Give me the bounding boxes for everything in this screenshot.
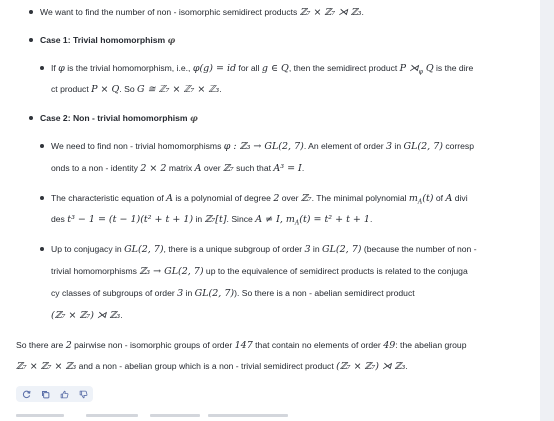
case2-b3-line1: Up to conjugacy in GL(2, 7), there is a unique subgroup of order 3 in GL(2, 7) (because the number of non - [51, 244, 477, 255]
refresh-icon [22, 390, 31, 399]
case2-b1-line1: We need to find non - trivial homomorphisms φ : ℤ₃ → GL(2, 7). An element of order 3 in GL(2, 7) corresp [51, 141, 475, 152]
thumbs-down-button[interactable] [75, 386, 92, 402]
case2-b1-line2: onds to a non - identity 2 × 2 matrix A over ℤ₇ such that A³ = I. [51, 163, 305, 174]
case1-heading: Case 1: Trivial homomorphism φ [40, 35, 176, 46]
message-actions-toolbar [16, 386, 93, 402]
thumbs-down-icon [79, 390, 88, 399]
case1-text-line1: If φ is the trivial homomorphism, i.e., φ(g) = id for all g ∈ Q, then the semidirect product P $⋊_\varphi$ Q is the dire [51, 63, 474, 76]
regenerate-button[interactable] [18, 386, 35, 402]
thumbs-up-button[interactable] [56, 386, 73, 402]
bullet [29, 10, 33, 14]
thumbs-up-icon [60, 390, 69, 399]
bullet [40, 247, 44, 251]
case1-text-line2: ct product P × Q. So G ≅ ℤ₇ × ℤ₇ × ℤ₃. [51, 84, 222, 95]
case2-heading: Case 2: Non - trivial homomorphism φ [40, 113, 198, 124]
copy-icon [41, 390, 50, 399]
case2-b3-line2: trivial homomorphisms ℤ₃ → GL(2, 7) up to the equivalence of semidirect products is related to the conjuga [51, 266, 468, 277]
case2-b3-line3: cy classes of subgroups of order 3 in GL(2, 7)). So there is a non - abelian semidirect product [51, 288, 415, 299]
copy-button[interactable] [37, 386, 54, 402]
summary-line1: So there are 2 pairwise non - isomorphic groups of order 147 that contain no elements of order 49: the abelian group [16, 340, 467, 351]
case2-b3-line4: (ℤ₇ × ℤ₇) ⋊ ℤ₃. [51, 310, 123, 321]
summary-line2: ℤ₇ × ℤ₇ × ℤ₃ and a non - abelian group which is a non - trivial semidirect product (ℤ₇ × ℤ₇) ⋊ ℤ₃. [16, 361, 408, 372]
case2-b2-line2: des t³ − 1 = (t − 1)(t² + t + 1) in ℤ₇[t]. Since A ≠ I, $m_A(t) = t^2 + t + 1$. [51, 214, 373, 227]
message-footer-meta [0, 414, 540, 421]
bullet [40, 196, 44, 200]
vertical-scrollbar[interactable] [540, 0, 554, 421]
bullet [40, 144, 44, 148]
bullet [40, 66, 44, 70]
bullet [29, 38, 33, 42]
bullet [29, 116, 33, 120]
intro-line: We want to find the number of non - isomorphic semidirect products ℤ₇ × ℤ₇ ⋊ ℤ₃. [40, 7, 364, 18]
case2-b2-line1: The characteristic equation of A is a polynomial of degree 2 over ℤ₇. The minimal polynomial $m_A(t)$ of A divi [51, 193, 468, 206]
